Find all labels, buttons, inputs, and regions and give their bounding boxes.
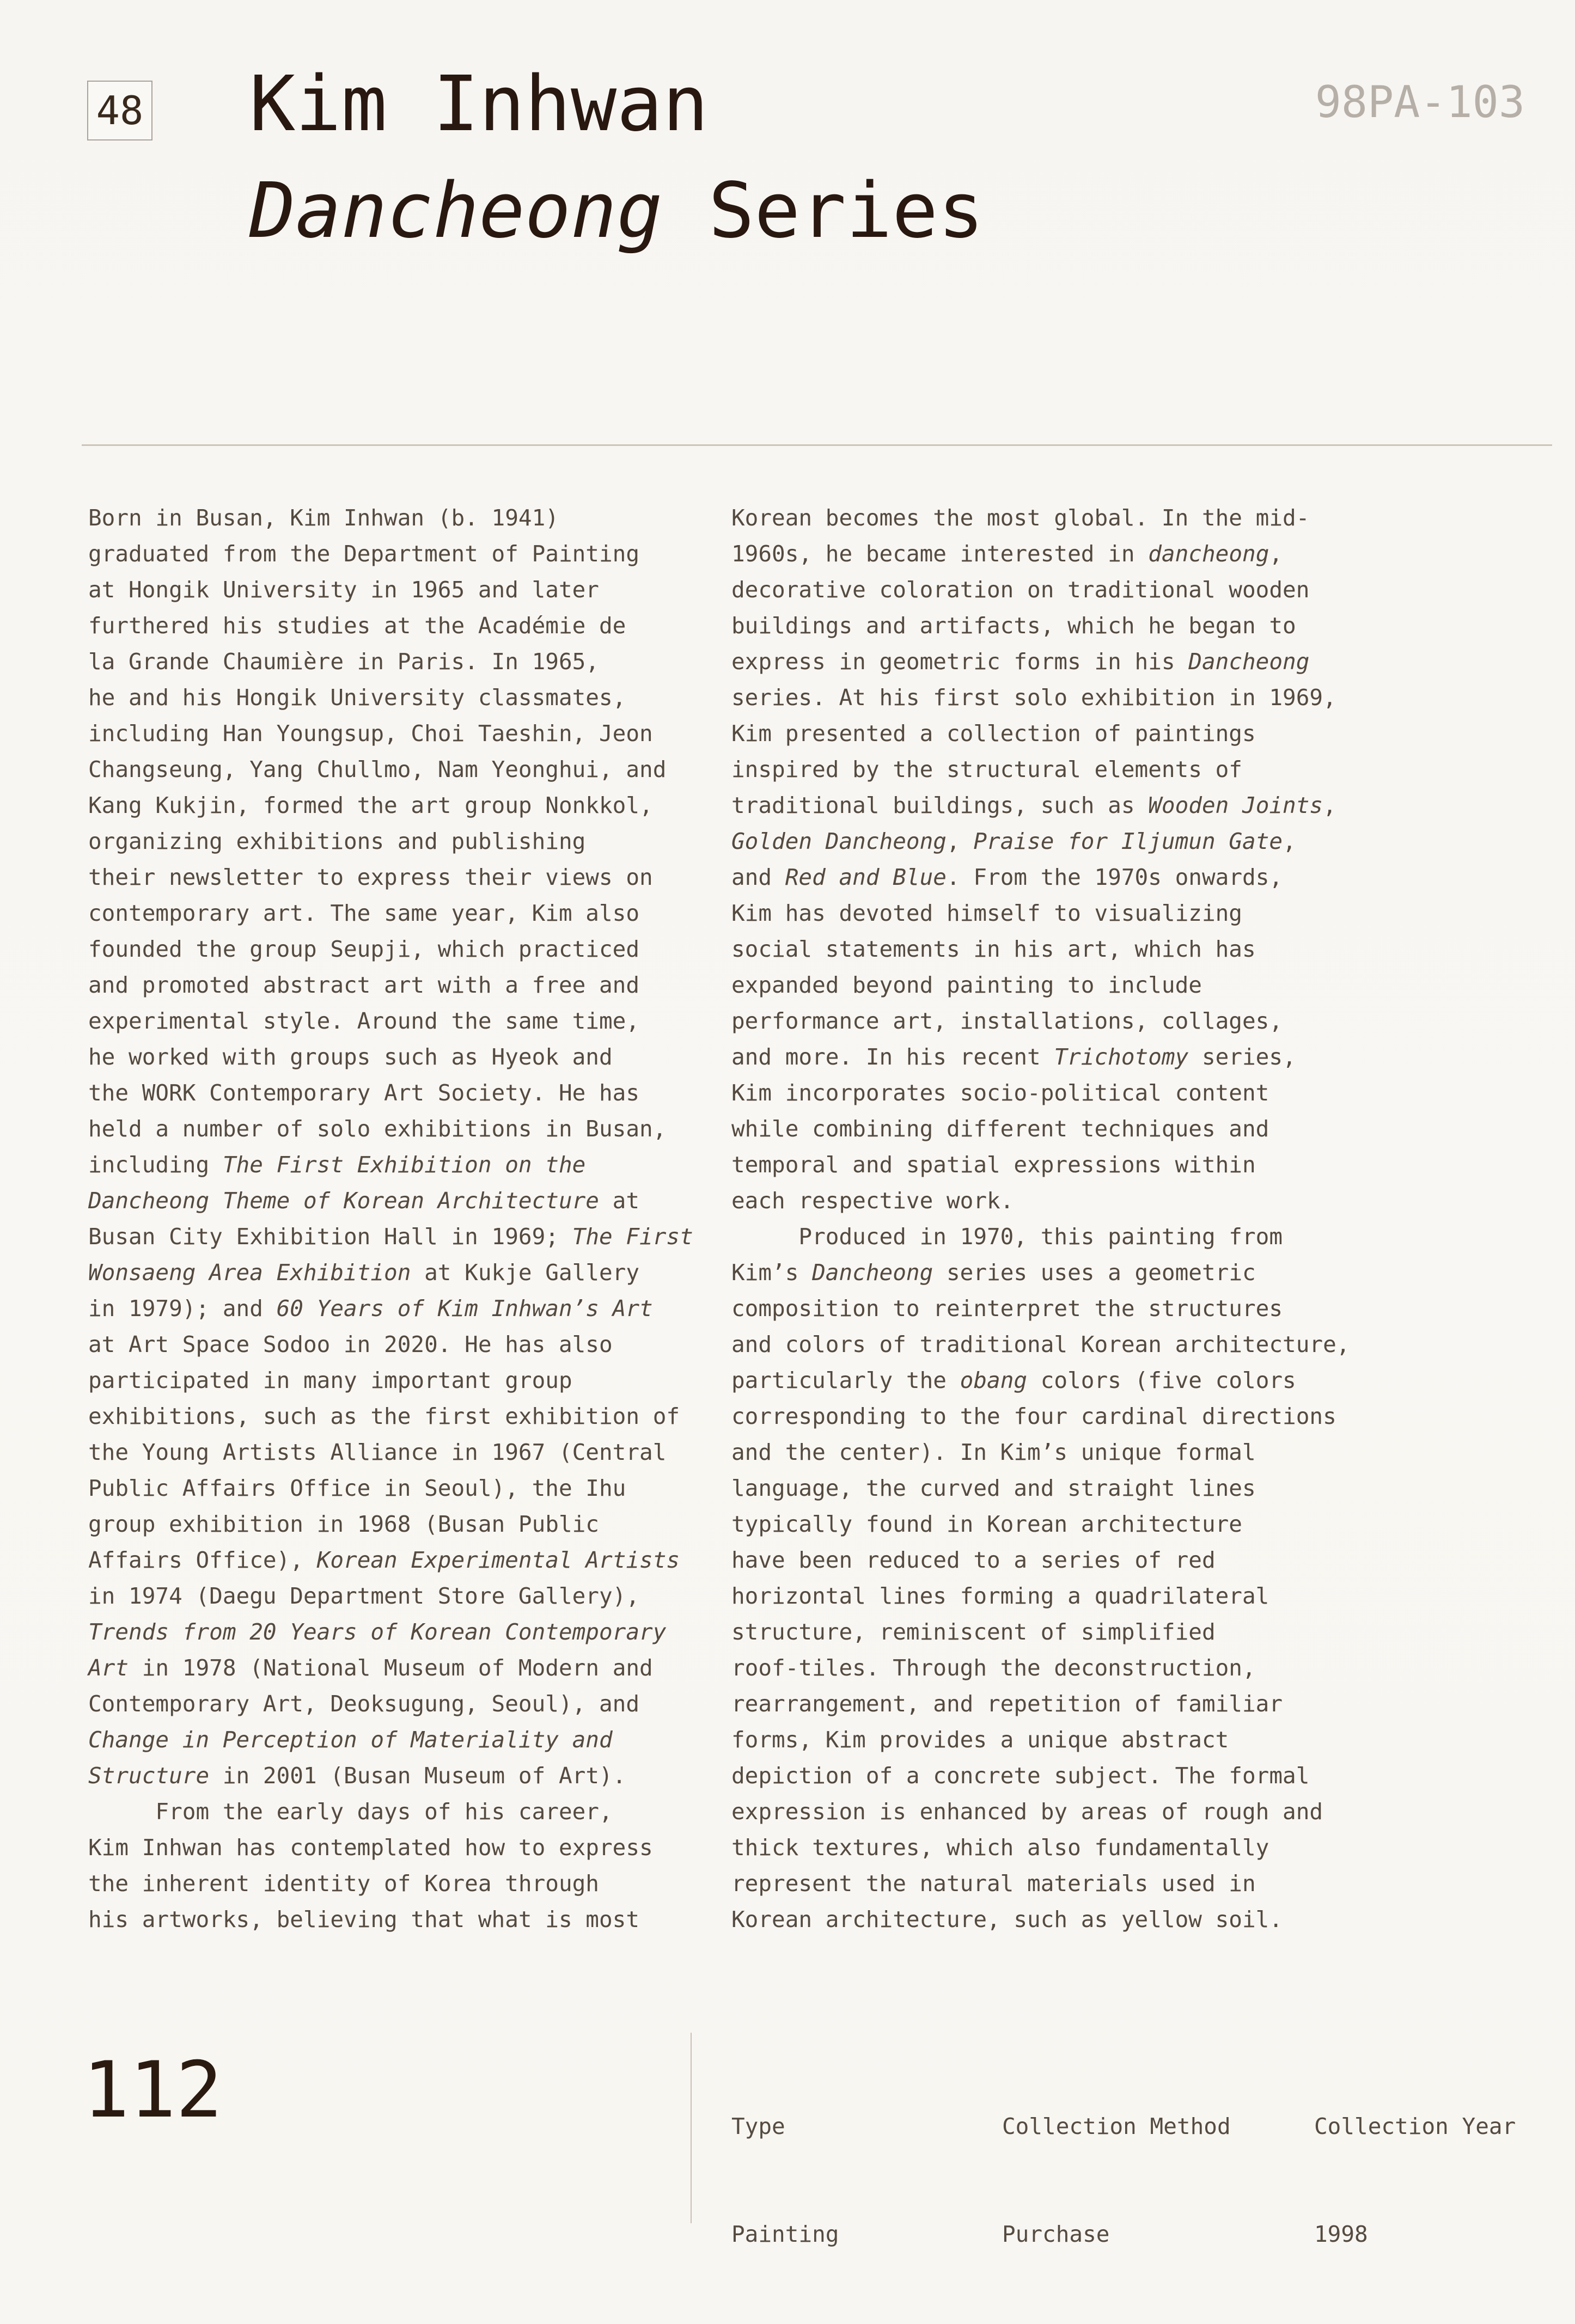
text-line: and colors of traditional Korean architecture,	[731, 1331, 1350, 1357]
text-line: and more. In his recent Trichotomy series,	[731, 1044, 1296, 1070]
text-line: Born in Busan, Kim Inhwan (b. 1941)	[88, 505, 559, 531]
text-line: particularly the obang colors (five colors	[731, 1367, 1296, 1393]
text-line: Structure in 2001 (Busan Museum of Art).	[88, 1763, 626, 1789]
text-line: his artworks, believing that what is most	[88, 1906, 640, 1932]
header-divider-rule	[82, 444, 1552, 446]
footer-label-collection-method: Collection Method	[1002, 2113, 1231, 2139]
text-line: Wonsaeng Area Exhibition at Kukje Gallery	[88, 1259, 640, 1286]
text-line: decorative coloration on traditional wooden	[731, 577, 1310, 603]
text-line: the Young Artists Alliance in 1967 (Central	[88, 1439, 667, 1465]
text-line: composition to reinterpret the structures	[731, 1295, 1283, 1322]
text-line: Change in Perception of Materiality and	[88, 1727, 613, 1753]
footer-col-collection-method	[1002, 2036, 1231, 2324]
text-line: expression is enhanced by areas of rough and	[731, 1799, 1323, 1825]
text-line: Contemporary Art, Deoksugung, Seoul), and	[88, 1691, 640, 1717]
text-line: and the center). In Kim’s unique formal	[731, 1439, 1256, 1465]
text-line: la Grande Chaumière in Paris. In 1965,	[88, 649, 599, 675]
text-line: social statements in his art, which has	[731, 936, 1256, 962]
text-line: at Hongik University in 1965 and later	[88, 577, 599, 603]
text-line: Public Affairs Office in Seoul), the Ihu	[88, 1475, 626, 1501]
text-line: Dancheong Theme of Korean Architecture at	[88, 1188, 640, 1214]
text-line: corresponding to the four cardinal directions	[731, 1403, 1336, 1429]
text-line: Changseung, Yang Chullmo, Nam Yeonghui, and	[88, 756, 667, 782]
text-line: contemporary art. The same year, Kim also	[88, 900, 640, 926]
text-line: expanded beyond painting to include	[731, 972, 1202, 998]
work-title-regular: Series	[662, 167, 984, 255]
text-line: their newsletter to express their views on	[88, 864, 653, 890]
text-line: 1960s, he became interested in dancheong,	[731, 541, 1283, 567]
text-line: Trends from 20 Years of Korean Contemporary	[88, 1619, 667, 1645]
text-line: forms, Kim provides a unique abstract	[731, 1727, 1229, 1753]
text-line: Art in 1978 (National Museum of Modern and	[88, 1655, 653, 1681]
text-line: in 1974 (Daegu Department Store Gallery),	[88, 1583, 640, 1609]
text-line: Korean becomes the most global. In the mid-	[731, 505, 1310, 531]
text-line: have been reduced to a series of red	[731, 1547, 1216, 1573]
text-line: series. At his first solo exhibition in 1969,	[731, 684, 1336, 711]
text-line: exhibitions, such as the first exhibition of	[88, 1403, 680, 1429]
text-line: Affairs Office), Korean Experimental Artists	[88, 1547, 680, 1573]
text-line: and Red and Blue. From the 1970s onwards,	[731, 864, 1283, 890]
footer-label-type: Type	[731, 2113, 785, 2139]
text-line: at Art Space Sodoo in 2020. He has also	[88, 1331, 613, 1357]
artist-name: Kim Inhwan	[249, 60, 709, 149]
text-line: structure, reminiscent of simplified	[731, 1619, 1216, 1645]
text-line: Kim presented a collection of paintings	[731, 720, 1256, 747]
text-line: experimental style. Around the same time,	[88, 1008, 640, 1034]
catalog-number-box	[87, 81, 152, 140]
text-line: temporal and spatial expressions within	[731, 1152, 1256, 1178]
text-line: he worked with groups such as Hyeok and	[88, 1044, 613, 1070]
work-title	[249, 167, 984, 255]
accession-code: 98PA-103	[1315, 77, 1525, 127]
text-line: Kim’s Dancheong series uses a geometric	[731, 1259, 1256, 1286]
text-line: group exhibition in 1968 (Busan Public	[88, 1511, 599, 1537]
text-line: represent the natural materials used in	[731, 1870, 1256, 1897]
text-line: depiction of a concrete subject. The formal	[731, 1763, 1310, 1789]
text-line: performance art, installations, collages,	[731, 1008, 1283, 1034]
catalog-number: 48	[96, 88, 144, 133]
text-line: in 1979); and 60 Years of Kim Inhwan’s Art	[88, 1295, 653, 1322]
article-column-left	[88, 500, 709, 1937]
text-line: Kim incorporates socio-political content	[731, 1080, 1269, 1106]
article-column-right	[731, 500, 1418, 1937]
text-line: Busan City Exhibition Hall in 1969; The First	[88, 1224, 693, 1250]
text-line: and promoted abstract art with a free and	[88, 972, 640, 998]
footer-label-collection-year: Collection Year	[1314, 2113, 1516, 2139]
work-title-italic: Dancheong	[249, 167, 663, 255]
text-line: Kang Kukjin, formed the art group Nonkkol,	[88, 792, 653, 818]
text-line: he and his Hongik University classmates,	[88, 684, 626, 711]
text-line: rearrangement, and repetition of familiar	[731, 1691, 1283, 1717]
text-line: From the early days of his career,	[88, 1799, 613, 1825]
text-line: roof-tiles. Through the deconstruction,	[731, 1655, 1256, 1681]
text-line: typically found in Korean architecture	[731, 1511, 1242, 1537]
text-line: traditional buildings, such as Wooden Joints,	[731, 792, 1336, 818]
text-line: inspired by the structural elements of	[731, 756, 1242, 782]
text-line: thick textures, which also fundamentally	[731, 1834, 1269, 1861]
footer-value-type: Painting	[731, 2221, 839, 2247]
text-line: express in geometric forms in his Dancheong	[731, 649, 1310, 675]
text-line: Produced in 1970, this painting from	[731, 1224, 1283, 1250]
text-line: language, the curved and straight lines	[731, 1475, 1256, 1501]
footer-divider-rule	[691, 2033, 692, 2223]
text-line: Golden Dancheong, Praise for Iljumun Gate,	[731, 828, 1296, 854]
text-line: furthered his studies at the Académie de	[88, 613, 626, 639]
footer-col-collection-year	[1314, 2036, 1516, 2324]
text-line: graduated from the Department of Painting	[88, 541, 640, 567]
text-line: buildings and artifacts, which he began to	[731, 613, 1296, 639]
text-line: Kim has devoted himself to visualizing	[731, 900, 1242, 926]
text-line: while combining different techniques and	[731, 1116, 1269, 1142]
footer-value-collection-method: Purchase	[1002, 2221, 1110, 2247]
footer-value-collection-year: 1998	[1314, 2221, 1368, 2247]
footer-col-type	[731, 2036, 839, 2324]
text-line: Korean architecture, such as yellow soil.	[731, 1906, 1283, 1932]
text-line: Kim Inhwan has contemplated how to express	[88, 1834, 653, 1861]
text-line: horizontal lines forming a quadrilateral	[731, 1583, 1269, 1609]
text-line: organizing exhibitions and publishing	[88, 828, 586, 854]
page-number: 112	[83, 2045, 223, 2135]
text-line: each respective work.	[731, 1188, 1014, 1214]
text-line: including Han Youngsup, Choi Taeshin, Jeon	[88, 720, 653, 747]
text-line: held a number of solo exhibitions in Busan,	[88, 1116, 667, 1142]
text-line: founded the group Seupji, which practiced	[88, 936, 640, 962]
text-line: including The First Exhibition on the	[88, 1152, 586, 1178]
text-line: the inherent identity of Korea through	[88, 1870, 599, 1897]
text-line: participated in many important group	[88, 1367, 572, 1393]
text-line: the WORK Contemporary Art Society. He has	[88, 1080, 640, 1106]
